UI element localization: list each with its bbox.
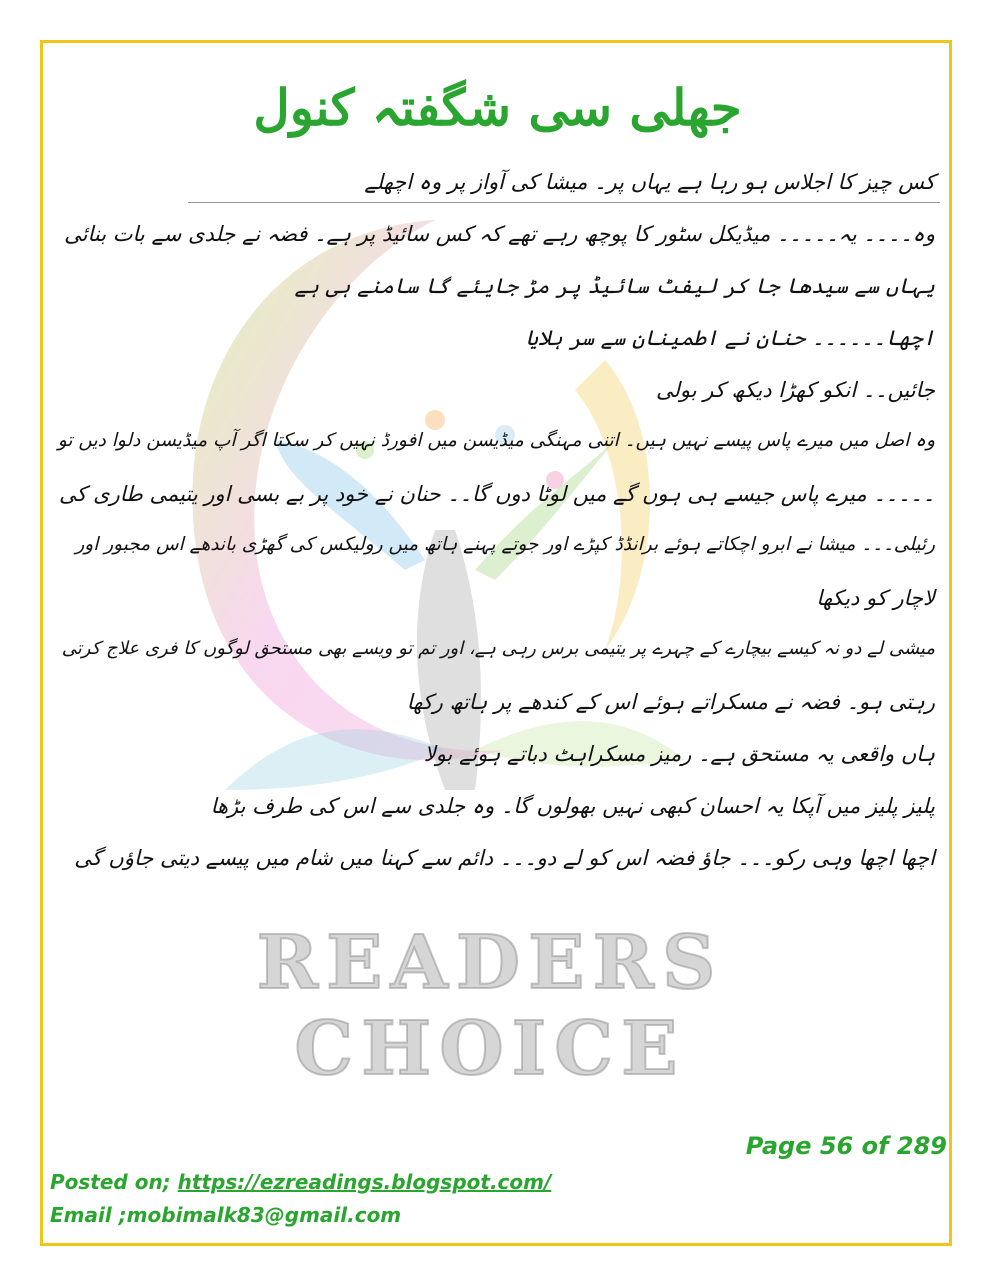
page-number: Page 56 of 289 — [745, 1132, 947, 1160]
text-line: کس چیز کا اجلاس ہو رہا ہے یہاں پر۔ میشا کی آواز پر وہ اچھلے — [364, 170, 935, 194]
text-line: ۔۔۔۔۔ میرے پاس جیسے ہی ہوں گے میں لوٹا دوں گا۔۔ حنان نے خود پر بے بسی اور یتیمی طاری کی — [58, 482, 935, 506]
text-line: یہاں سے سیدھا جا کر لیفٹ سائیڈ پر مڑ جایئے گا سامنے ہی ہے — [294, 274, 935, 298]
text-line: ہاں واقعی یہ مستحق ہے۔ رمیز مسکراہٹ دباتے ہوئے بولا — [423, 742, 935, 766]
blog-link[interactable]: https://ezreadings.blogspot.com/ — [177, 1170, 552, 1194]
text-line: رئیلی۔۔۔ میشا نے ابرو اچکاتے ہوئے برانڈڈ کپڑے اور جوتے پہنے ہاتھ میں رولیکس کی گھڑی باندھے اس مجبور اور — [75, 534, 935, 555]
posted-on — [50, 1170, 551, 1194]
text-line: لاچار کو دیکھا — [816, 586, 935, 610]
text-line: جائیں۔۔ انکو کھڑا دیکھ کر بولی — [656, 378, 935, 402]
email-line: Email ;mobimalk83@gmail.com — [50, 1203, 402, 1227]
text-line: رہتی ہو۔ فضہ نے مسکراتے ہوئے اس کے کندھے پر ہاتھ رکھا — [406, 690, 935, 714]
text-line: پلیز پلیز میں آپکا یہ احسان کبھی نہیں بھولوں گا۔ وہ جلدی سے اس کی طرف بڑھا — [210, 794, 935, 818]
text-line: وہ۔۔۔۔ یہ۔۔۔۔۔ میڈیکل سٹور کا پوچھ رہے تھے کہ کس سائیڈ پر ہے۔ فضہ نے جلدی سے بات بنائی — [64, 222, 935, 246]
story-title: جھلی سی شگفتہ کنول — [253, 78, 742, 137]
title-rule — [188, 202, 940, 203]
text-line: اچھا اچھا وہی رکو۔۔۔ جاؤ فضہ اس کو لے دو۔۔۔ دائم سے کہنا میں شام میں پیسے دیتی جاؤں گی — [74, 846, 935, 870]
text-line: میشی لے دو نہ کیسے بیچارے کے چہرے پر یتیمی برس رہی ہے، اور تم تو ویسے بھی مستحق لوگوں کا فری علاج کرتی — [61, 638, 935, 659]
watermark-text: READERS CHOICE — [256, 920, 724, 1092]
text-line: اچھا۔۔۔۔۔۔ حنان نے اطمینان سے سر ہلایا — [525, 326, 935, 350]
text-line: وہ اصل میں میرے پاس پیسے نہیں ہیں۔ اتنی مہنگی میڈیسن میں افورڈ نہیں کر سکتا اگر آپ میڈیسن دلوا دیں تو — [57, 430, 935, 451]
posted-prefix: Posted on; — [50, 1170, 178, 1194]
